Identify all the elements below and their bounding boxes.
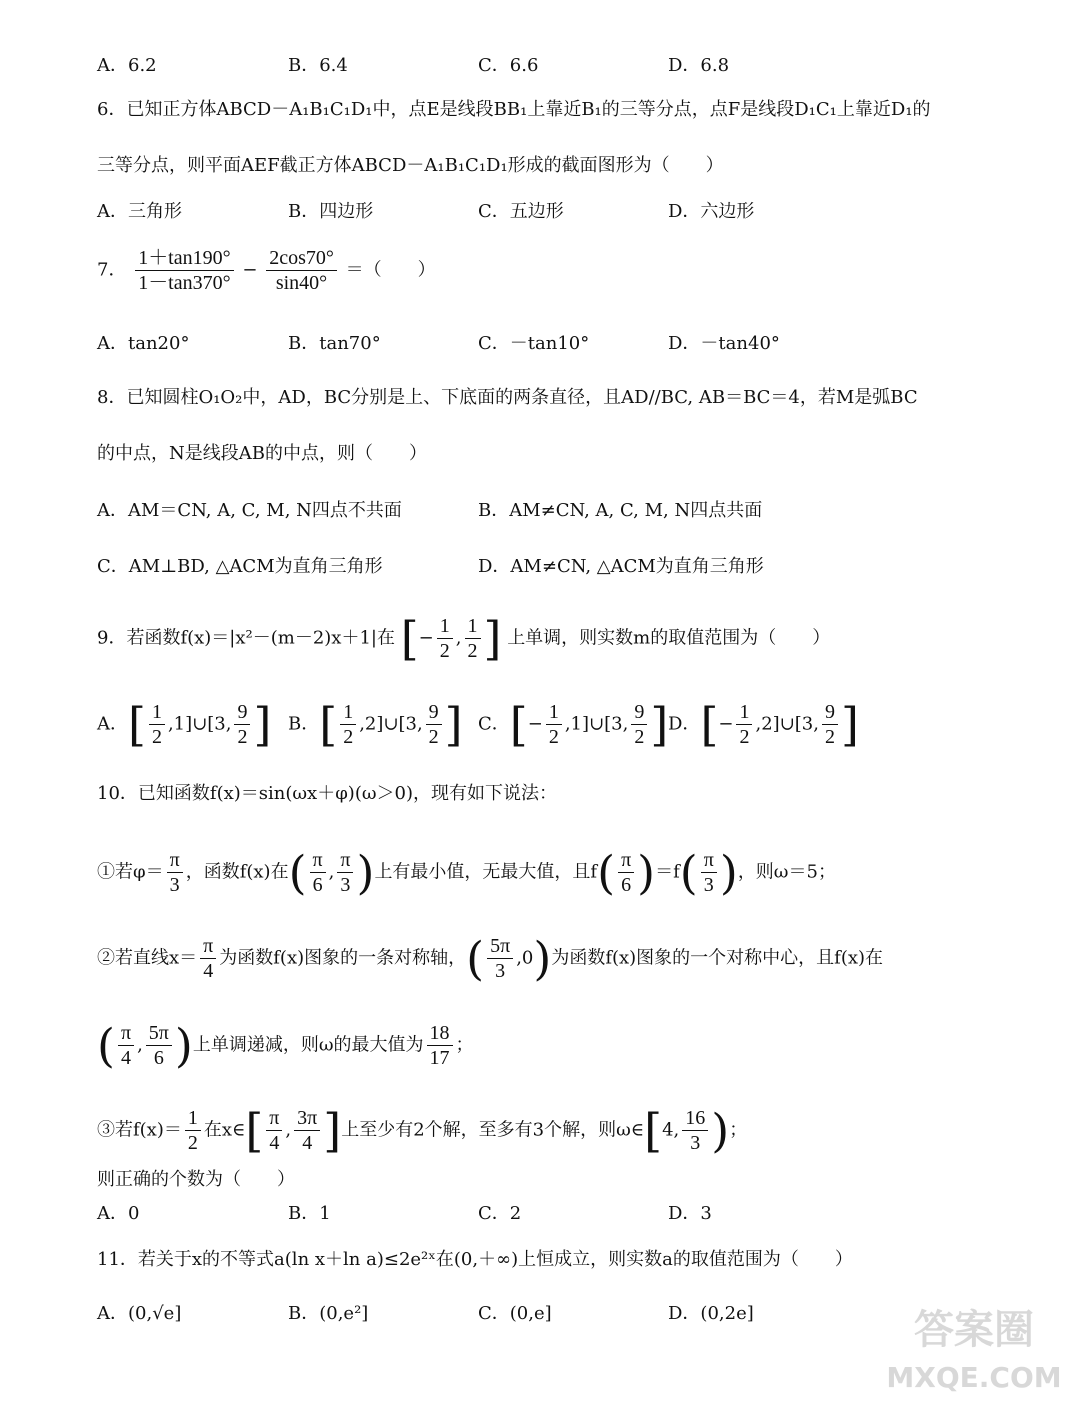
q9-c-frac-num: 1	[546, 700, 562, 725]
q11-option-b: B．(0,e²]	[288, 1303, 369, 1324]
q9-d-frac2-den: 2	[824, 726, 835, 748]
q7-option-b: B．tan70°	[288, 333, 381, 354]
q9-a-mid: ,1]∪[3,	[167, 713, 232, 735]
q6-option-b: B．四边形	[288, 201, 374, 222]
q7-frac1-denominator: 1－tan370°	[138, 272, 231, 294]
q9-interval-open: [	[400, 611, 419, 666]
q6-option-a: A．三角形	[97, 201, 182, 222]
q10-option-c: C．2	[478, 1203, 522, 1224]
q9-option-c: C．[− $\frac{1}{2}$ ,1]∪[3, $\frac{9}{2}$ ]	[478, 697, 669, 752]
q8-option-c: C．AM⊥BD, △ACM为直角三角形	[97, 556, 383, 577]
q10-ask: 则正确的个数为（ ）	[97, 1169, 295, 1190]
watermark-logo	[884, 1291, 1064, 1401]
q9-c-mid: ,1]∪[3,	[564, 713, 629, 735]
q10-s2-part-d: 上单调递减，则ω的最大值为	[192, 1034, 424, 1056]
q9-stem: 9．若函数f(x)＝|x²－(m－2)x＋1|在 [− $\frac{1}{2}$ , $\frac{1}{2}$ ] 上单调，则实数m的取值范围为（ ）	[97, 611, 831, 666]
q7-frac2-numerator: 2cos70°	[266, 246, 337, 271]
q9-d-frac-den: 2	[739, 726, 750, 748]
q9-b-mid: ,2]∪[3,	[359, 713, 423, 735]
q9-b-frac-num: 1	[340, 700, 356, 725]
q9-interval-left: $\frac{1}{2}$	[437, 614, 453, 663]
q9-c-frac-den: 2	[548, 726, 559, 748]
q9-option-a-label: A．	[97, 713, 128, 735]
q10-statement-2-line1: ②若直线x＝ $\frac{\pi}{4}$ 为函数f(x)图象的一条对称轴，( $\frac{5\pi}{3}$ ,0)为函数f(x)图象的一个对称中心，且f(x)在	[97, 931, 884, 986]
q9-a-frac-den: 2	[151, 726, 162, 748]
q6-option-d: D．六边形	[668, 201, 755, 222]
q10-s1-part-d: ＝f	[655, 861, 680, 883]
q10-s1-part-c: 上有最小值，无最大值，且f	[374, 861, 598, 883]
q10-s1-part-b: ，函数f(x)在	[185, 861, 289, 883]
q7-minus: −	[242, 259, 258, 281]
q9-option-b: B．[ $\frac{1}{2}$ ,2]∪[3, $\frac{9}{2}$ ]	[288, 697, 463, 752]
watermark-line1: 答案圈	[914, 1307, 1034, 1353]
q9-c-frac2-den: 2	[634, 726, 645, 748]
q7-fraction-2	[266, 246, 337, 295]
q11-option-c: C．(0,e]	[478, 1303, 552, 1324]
q11-option-a: A．(0,√e]	[97, 1303, 182, 1324]
q9-tail: 上单调，则实数m的取值范围为（ ）	[507, 627, 831, 649]
q9-option-a: A．[ $\frac{1}{2}$ ,1]∪[3, $\frac{9}{2}$ ]	[97, 697, 272, 752]
q10-option-a: A．0	[97, 1203, 140, 1224]
q10-statement-3: ③若f(x)＝ $\frac{1}{2}$ 在x∈[ $\frac{\pi}{4}$ , $\frac{3\pi}{4}$ ]上至少有2个解，至多有3个解，则ω∈[4, $\frac{16}{3}$ )；	[97, 1103, 748, 1158]
q10-statement-2-line2: ( $\frac{\pi}{4}$ , $\frac{5\pi}{6}$ )上单调递减，则ω的最大值为 $\frac{18}{17}$ ；	[97, 1018, 474, 1073]
q10-option-b: B．1	[288, 1203, 331, 1224]
q7-frac1-numerator: 1＋tan190°	[135, 246, 233, 271]
q10-stem: 10．已知函数f(x)＝sin(ωx＋φ)(ω＞0)，现有如下说法：	[97, 783, 558, 804]
q9-head: 9．若函数f(x)＝|x²－(m－2)x＋1|在	[97, 627, 395, 649]
q9-option-c-label: C．	[478, 713, 510, 735]
q7-option-d: D．－tan40°	[668, 333, 780, 354]
q9-c-frac2-num: 9	[631, 700, 647, 725]
q8-option-a: A．AM＝CN, A, C, M, N四点不共面	[97, 500, 402, 521]
q6-option-c: C．五边形	[478, 201, 564, 222]
q9-option-d-label: D．	[668, 713, 701, 735]
q10-s3-part-a: ③若f(x)＝	[97, 1119, 182, 1141]
q9-b-frac-den: 2	[343, 726, 354, 748]
q10-s3-part-d: ；	[729, 1119, 748, 1141]
q9-b-frac2-den: 2	[428, 726, 439, 748]
q10-s1-part-e: ，则ω＝5；	[737, 861, 836, 883]
q8-stem-line1: 8．已知圆柱O₁O₂中，AD，BC分别是上、下底面的两条直径，且AD//BC, AB＝BC＝4，若M是弧BC	[97, 387, 918, 408]
q10-s3-part-c: 上至少有2个解，至多有3个解，则ω∈	[341, 1119, 645, 1141]
q7-option-a: A．tan20°	[97, 333, 190, 354]
q9-a-frac2-den: 2	[237, 726, 248, 748]
q7-frac2-denominator: sin40°	[275, 272, 328, 294]
q9-interval-close: ]	[483, 611, 502, 666]
q8-stem-line2: 的中点，N是线段AB的中点，则（ ）	[97, 443, 427, 464]
q10-s2-part-c: 为函数f(x)图象的一个对称中心，且f(x)在	[551, 947, 884, 969]
q10-option-d: D．3	[668, 1203, 712, 1224]
q7-number: 7．	[97, 259, 127, 281]
watermark-line2: MXQE.COM	[886, 1361, 1062, 1394]
q9-a-frac2-num: 9	[234, 700, 250, 725]
q5-option-b: B．6.4	[288, 55, 348, 76]
q10-s2-part-a: ②若直线x＝	[97, 947, 198, 969]
q6-stem-line1: 6．已知正方体ABCD－A₁B₁C₁D₁中，点E是线段BB₁上靠近B₁的三等分点，点F是线段D₁C₁上靠近D₁的	[97, 99, 931, 120]
q10-s2-part-e: ；	[455, 1034, 474, 1056]
q7-fraction-1	[135, 246, 233, 295]
q7-stem	[97, 246, 436, 295]
q10-s2-part-b: 为函数f(x)图象的一条对称轴，	[219, 947, 467, 969]
q5-option-a: A．6.2	[97, 55, 157, 76]
q11-stem: 11．若关于x的不等式a(ln x＋ln a)≤2e²ˣ在(0,＋∞)上恒成立，则实数a的取值范围为（ ）	[97, 1249, 853, 1270]
q5-option-d: D．6.8	[668, 55, 730, 76]
q9-option-b-label: B．	[288, 713, 320, 735]
q9-d-mid: ,2]∪[3,	[755, 713, 819, 735]
q8-option-b: B．AM≠CN, A, C, M, N四点共面	[478, 500, 763, 521]
q9-interval-right: $\frac{1}{2}$	[465, 614, 481, 663]
q6-stem-line2: 三等分点，则平面AEF截正方体ABCD－A₁B₁C₁D₁形成的截面图形为（ ）	[97, 155, 724, 176]
q7-option-c: C．－tan10°	[478, 333, 590, 354]
q8-option-d: D．AM≠CN, △ACM为直角三角形	[478, 556, 764, 577]
q10-statement-1: ①若φ＝ $\frac{\pi}{3}$ ，函数f(x)在( $\frac{\pi}{6}$ , $\frac{\pi}{3}$ )上有最小值，无最大值，且f( $\frac{\pi}{6}$ )＝f( $\frac{\pi}{3}$ )，则ω＝5；	[97, 845, 836, 900]
q10-s3-part-b: 在x∈	[203, 1119, 246, 1141]
q7-tail: ＝（ ）	[345, 259, 436, 281]
q9-d-frac2-num: 9	[822, 700, 838, 725]
q9-d-frac-num: 1	[736, 700, 752, 725]
q5-option-c: C．6.6	[478, 55, 539, 76]
q9-option-d: D．[− $\frac{1}{2}$ ,2]∪[3, $\frac{9}{2}$ ]	[668, 697, 859, 752]
q10-s1-part-a: ①若φ＝	[97, 861, 164, 883]
q11-option-d: D．(0,2e]	[668, 1303, 754, 1324]
q9-a-frac-num: 1	[149, 700, 165, 725]
q9-b-frac2-num: 9	[426, 700, 442, 725]
